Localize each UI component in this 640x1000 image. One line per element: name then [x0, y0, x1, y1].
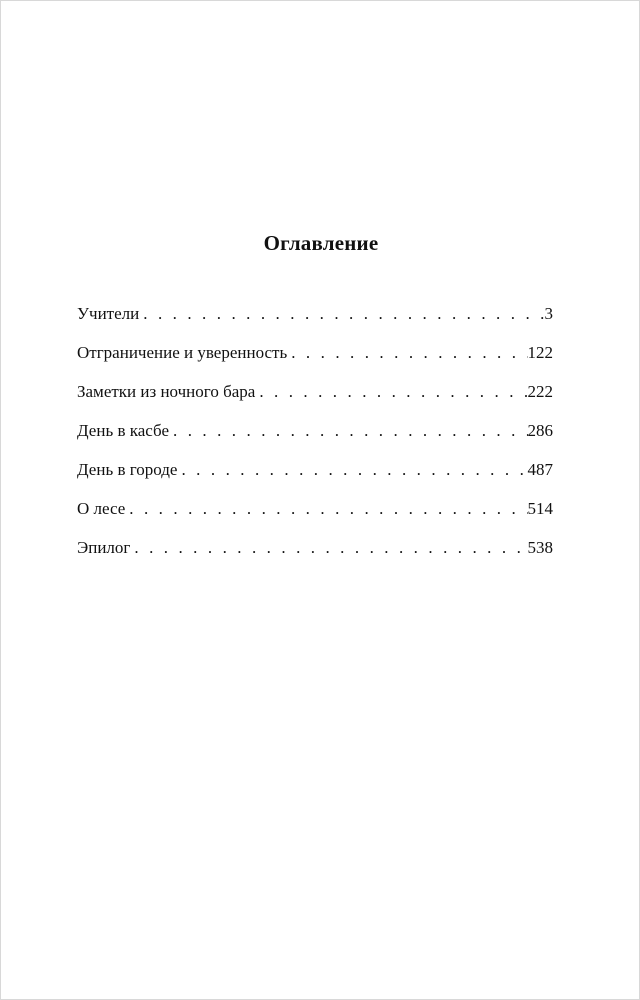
dot-leader — [173, 420, 528, 442]
toc-entry-title: День в касбе — [77, 421, 169, 440]
toc-entry — [77, 537, 553, 576]
toc-entry — [77, 498, 553, 537]
table-of-contents — [77, 303, 553, 576]
toc-entry-title: О лесе — [77, 499, 126, 518]
toc-entry-page-number: 3 — [544, 304, 553, 323]
toc-entry-page-number: 487 — [527, 460, 553, 479]
dot-leader — [181, 459, 527, 481]
dot-leader — [291, 342, 527, 364]
toc-entry-title: Учители — [77, 304, 140, 323]
toc-entry-title: День в городе — [77, 460, 178, 479]
toc-entry-page-number: 538 — [527, 538, 553, 557]
toc-entry — [77, 381, 553, 420]
toc-entry-page-number: 122 — [527, 343, 553, 362]
toc-entry-title: Заметки из ночного бара — [77, 382, 256, 401]
toc-entry-page-number: 222 — [527, 382, 553, 401]
toc-entry — [77, 342, 553, 381]
toc-entry-title: Отграничение и уверенность — [77, 343, 288, 362]
dot-leader — [129, 498, 527, 520]
dot-leader — [259, 381, 527, 403]
toc-entry-page-number: 286 — [527, 421, 553, 440]
page-title: Оглавление — [263, 231, 379, 255]
toc-entry-page-number: 514 — [527, 499, 553, 518]
toc-entry — [77, 420, 553, 459]
dot-leader — [134, 537, 527, 559]
toc-entry — [77, 459, 553, 498]
dot-leader — [143, 303, 544, 325]
toc-entry-title: Эпилог — [77, 538, 131, 557]
toc-entry — [77, 303, 553, 342]
